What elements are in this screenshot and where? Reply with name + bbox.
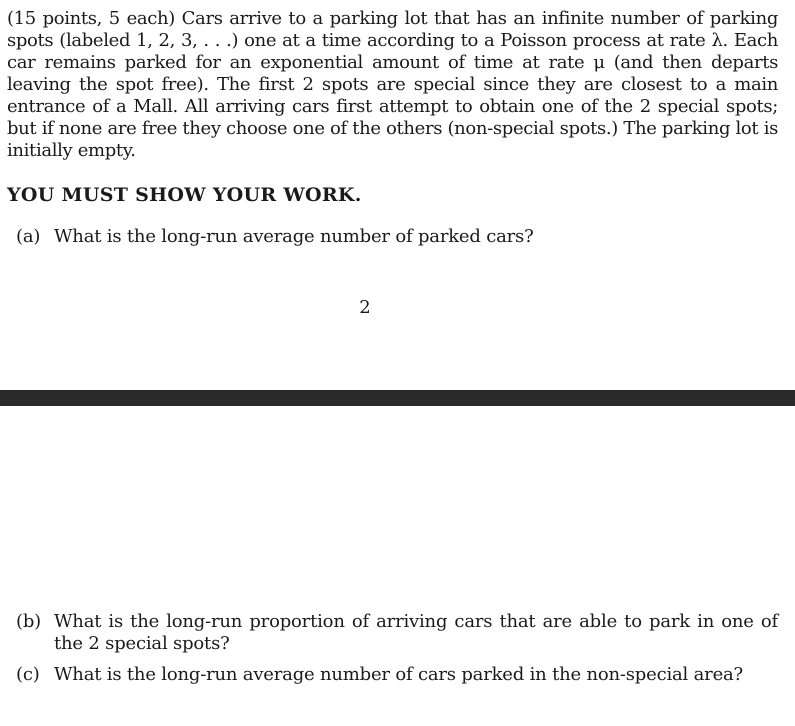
question-a-label: (a) xyxy=(16,226,41,247)
must-show-work-heading: YOU MUST SHOW YOUR WORK. xyxy=(7,184,362,206)
question-b xyxy=(16,611,778,655)
question-a-text: What is the long-run average number of parked cars? xyxy=(54,226,534,247)
question-c-text: What is the long-run average number of cars parked in the non-special area? xyxy=(54,664,744,685)
question-c-label: (c) xyxy=(16,664,40,685)
question-b-text: What is the long-run proportion of arriving cars that are able to park in one of the 2 special spots? xyxy=(54,611,778,654)
problem-intro: (15 points, 5 each) Cars arrive to a parking lot that has an infinite number of parking spots (labeled 1, 2, 3, . . .) one at a time according to a Poisson process at rate λ. Each car remains parked for an exponential amount of time at rate μ (and then departs leaving the spot free). The first 2 spots are special since they are closest to a main entrance of a Mall. All arriving cars first attempt to obtain one of the 2 special spots; but if none are free they choose one of the others (non-special spots.) The parking lot is initially empty. xyxy=(7,8,778,161)
question-b-label: (b) xyxy=(16,611,41,632)
section-divider-bar xyxy=(0,390,795,406)
question-a xyxy=(16,226,778,248)
question-c xyxy=(16,664,778,686)
answer-a-value: 2 xyxy=(359,297,371,318)
